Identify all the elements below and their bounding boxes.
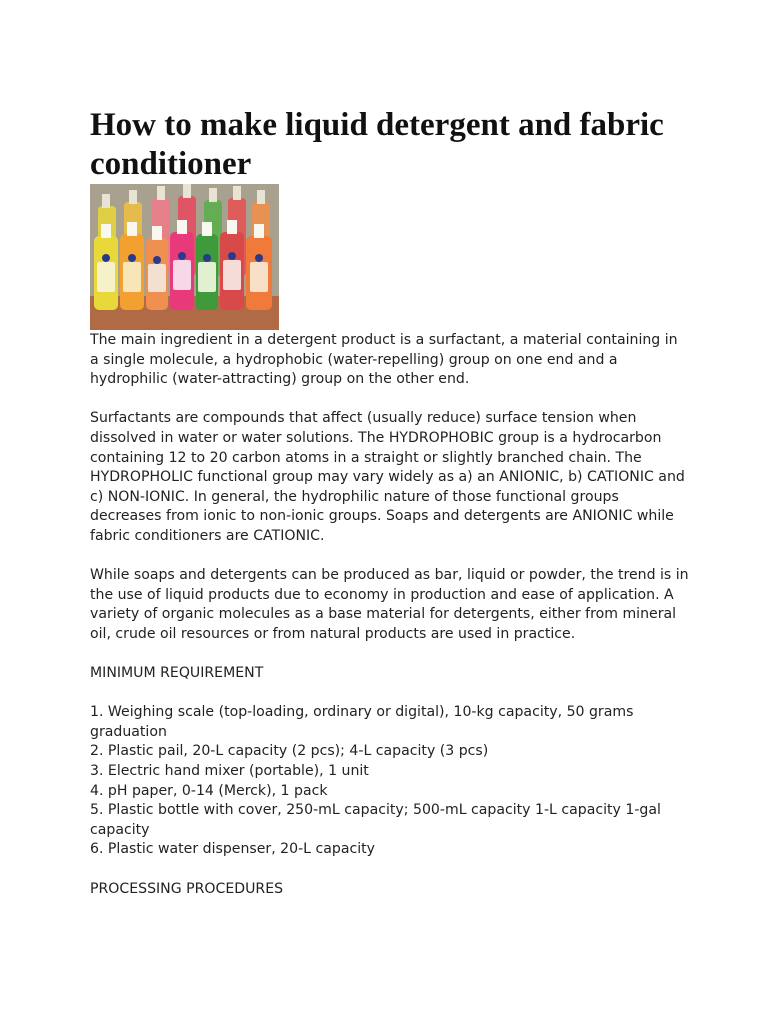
list-item: 3. Electric hand mixer (portable), 1 unit: [90, 763, 369, 780]
list-item: 6. Plastic water dispenser, 20-L capacity: [90, 841, 375, 858]
requirements-list: [90, 703, 690, 860]
processing-procedures-heading: PROCESSING PROCEDURES: [90, 880, 284, 897]
detergent-bottles-image: [90, 184, 279, 330]
list-item: 5. Plastic bottle with cover, 250-mL capacity; 500-mL capacity 1-L capacity 1-gal capacity: [90, 802, 661, 838]
minimum-requirement-heading: MINIMUM REQUIREMENT: [90, 665, 264, 682]
list-item: 2. Plastic pail, 20-L capacity (2 pcs); 4-L capacity (3 pcs): [90, 743, 489, 760]
article-body: [90, 331, 690, 919]
paragraph-intro: The main ingredient in a detergent product is a surfactant, a material containing in a single molecule, a hydrophobic (water-repelling) group on one end and a hydrophilic (water-attracting) group on the other end.: [90, 332, 678, 388]
list-item: 4. pH paper, 0-14 (Merck), 1 pack: [90, 782, 328, 799]
bottles-illustration: [90, 184, 279, 330]
list-item: 1. Weighing scale (top-loading, ordinary or digital), 10-kg capacity, 50 grams graduation: [90, 704, 634, 740]
paragraph-surfactants: Surfactants are compounds that affect (usually reduce) surface tension when dissolved in water or water solutions. The HYDROPHOBIC group is a hydrocarbon containing 12 to 20 carbon atoms in a straight or slightly branched chain. The HYDROPHOLIC functional group may vary widely as a) an ANIONIC, b) CATIONIC and c) NON-IONIC. In general, the hydrophilic nature of those functional groups decreases from ionic to non-ionic groups. Soaps and detergents are ANIONIC while fabric conditioners are CATIONIC.: [90, 410, 685, 544]
paragraph-liquid-trend: While soaps and detergents can be produced as bar, liquid or powder, the trend is in the use of liquid products due to economy in production and ease of application. A variety of organic molecules as a base material for detergents, either from mineral oil, crude oil resources or from natural products are used in practice.: [90, 567, 689, 642]
page-title: How to make liquid detergent and fabric conditioner: [90, 107, 664, 182]
